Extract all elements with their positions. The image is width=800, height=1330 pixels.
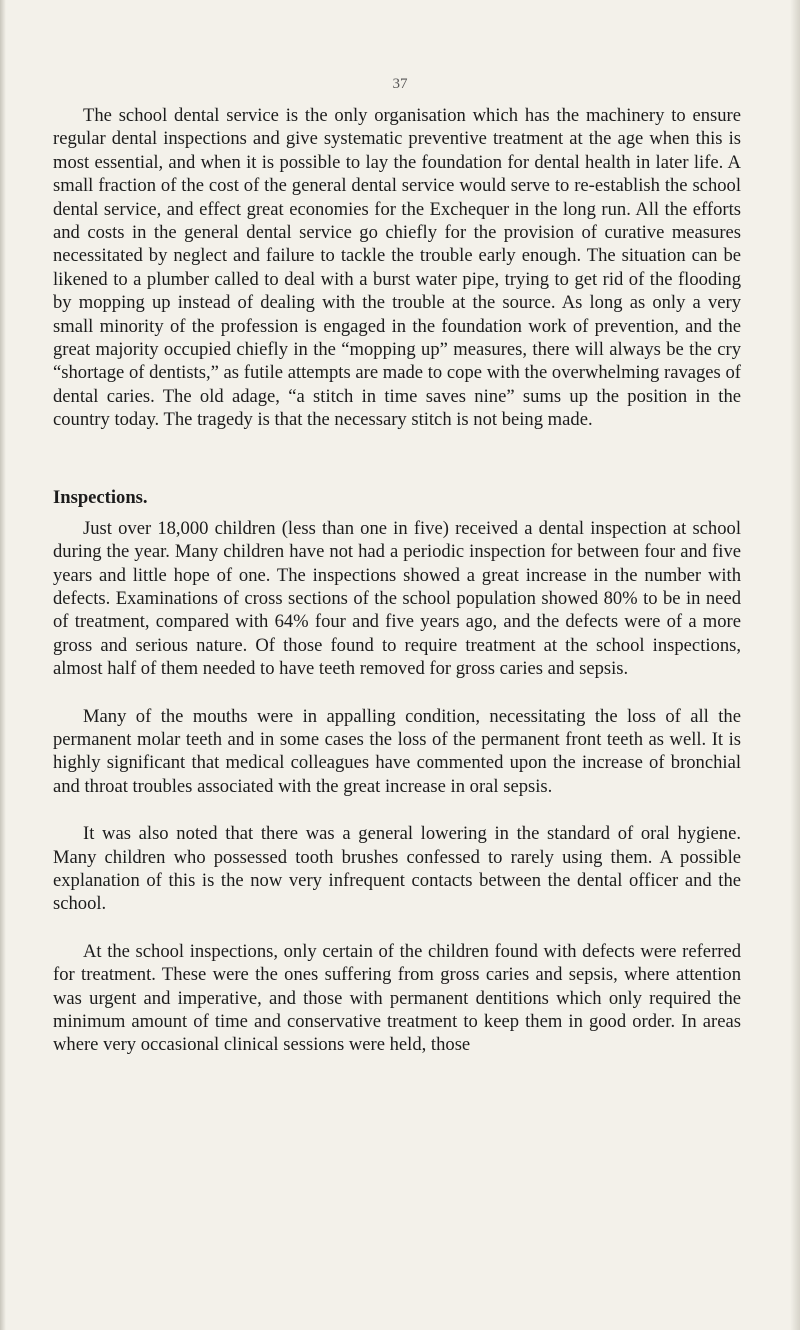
intro-paragraph: The school dental service is the only organisation which has the machinery to ensure regular dental inspections and give systematic preventive treatment at the age when this is most essential, and when it is possible to lay the foundation for dental health in later life. A small fraction of the cost of the general dental service would serve to re-establish the school dental service, and effect great economies for the Exchequer in the long run. All the efforts and costs in the general dental service go chiefly for the provision of curative measures necessitated by neglect and failure to tackle the trouble early enough. The situation can be likened to a plumber called to deal with a burst water pipe, trying to get rid of the flooding by mopping up instead of dealing with the trouble at the source. As long as only a very small minority of the profession is engaged in the foundation work of prevention, and the great majority occupied chiefly in the “mopping up” measures, there will always be the cry “shortage of dentists,” as futile attempts are made to cope with the overwhelming ravages of dental caries. The old adage, “a stitch in time saves nine” sums up the position in the country today. The tragedy is that the necessary stitch is not being made. (53, 105, 741, 431)
inspections-paragraph: At the school inspections, only certain of the children found with defects were referred for treatment. These were the ones suffering from gross caries and sepsis, where attention was urgent and imperative, and those with permanent dentitions which only required the minimum amount of time and conservative treatment to keep them in good order. In areas where very occasional clinical sessions were held, those (53, 940, 741, 1056)
page-number: 37 (392, 76, 408, 92)
page-body (53, 104, 741, 1057)
inspections-paragraph: Just over 18,000 children (less than one in five) received a dental inspection at school during the year. Many children have not had a periodic inspection for between four and five years and little hope of one. The inspections showed a great increase in the number with defects. Examinations of cross sections of the school population showed 80% to be in need of treatment, compared with 64% four and five years ago, and the defects were of a more gross and serious nature. Of those found to require treatment at the school inspections, almost half of them needed to have teeth removed for gross caries and sepsis. (53, 517, 741, 680)
page-edge-right (790, 0, 800, 1330)
section-heading-inspections: Inspections. (53, 486, 148, 508)
page-edge-left (0, 0, 6, 1330)
inspections-paragraph: It was also noted that there was a general lowering in the standard of oral hygiene. Many children who possessed tooth brushes confessed to rarely using them. A possible explanation of this is the now very infrequent contacts between the dental officer and the school. (53, 823, 741, 915)
inspections-paragraph: Many of the mouths were in appalling condition, necessitating the loss of all the permanent molar teeth and in some cases the loss of the permanent front teeth as well. It is highly significant that medical colleagues have commented upon the increase of bronchial and throat troubles associated with the great increase in oral sepsis. (53, 705, 741, 797)
